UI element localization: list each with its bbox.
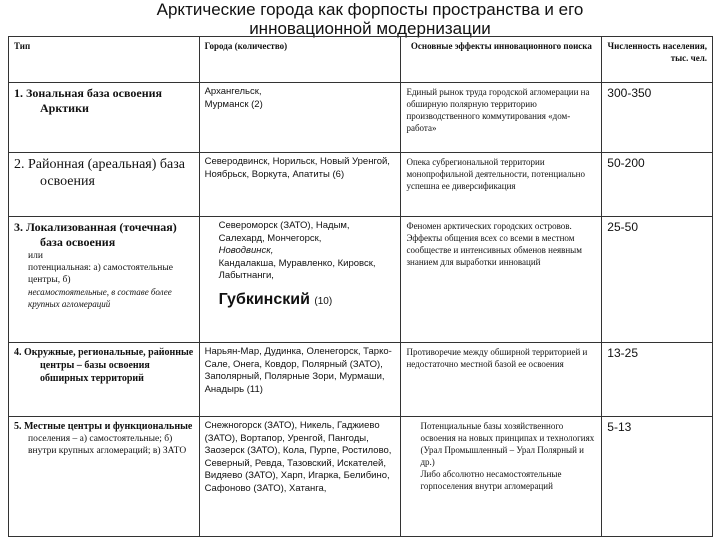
row1-type (9, 83, 200, 153)
row3-cities-italic: Новодвинск, (218, 245, 274, 256)
row3-type-note-italic: несамостоятельные, в составе более крупных агломераций (28, 287, 172, 309)
row4-type (9, 343, 200, 417)
row4-effects: Противоречие между обширной территорией и недостаточно местной базой ее освоения (401, 343, 602, 417)
header-type: Тип (9, 37, 200, 83)
page-title (80, 0, 660, 38)
row4-cities: Нарьян-Мар, Дудинка, Оленегорск, Тарко-Сале, Онега, Ковдор, Полярный (ЗАТО), Заполярный, Полярные Зори, Мурмаши, Анадырь (11) (199, 343, 401, 417)
row2-effects: Опека субрегиональной территории монопрофильной деятельности, потенциально успешна ее диверсификация (401, 153, 602, 217)
row3-cities-b: Кандалакша, Муравленко, Кировск, Лабытнанги, (218, 257, 376, 281)
row3-type-label: 3. Локализованная (точечная) база освоения (14, 220, 177, 249)
table-header-row (9, 37, 713, 83)
row2-population: 50-200 (602, 153, 713, 217)
row5-effects-b: Либо абсолютно несамостоятельные горпоселения внутри агломераций (420, 469, 562, 491)
row5-type-note: поселения – а) самостоятельные; б) внутри крупных агломераций; в) ЗАТО (28, 434, 187, 456)
row3-type (9, 217, 200, 343)
row3-type-or: или (28, 251, 43, 261)
row3-cities-big (205, 291, 396, 311)
row3-effects: Феномен арктических городских островов. Эффекты общения всех со всеми в местном сообществе и интенсивных обменов неявным знанием для выработки инноваций (401, 217, 602, 343)
row5-effects (401, 417, 602, 537)
row2-cities: Северодвинск, Норильск, Новый Уренгой, Ноябрьск, Воркута, Апатиты (6) (199, 153, 401, 217)
row3-cities-big-count: (10) (314, 295, 333, 307)
row1-cities (199, 83, 401, 153)
title-line-2: инновационной модернизации (249, 19, 491, 38)
row5-type-label: 5. Местные центры и функциональные (14, 421, 193, 432)
row5-type (9, 417, 200, 537)
table-row (9, 153, 713, 217)
header-effects: Основные эффекты инновационного поиска (401, 37, 602, 83)
row4-population: 13-25 (602, 343, 713, 417)
row1-population: 300-350 (602, 83, 713, 153)
row4-type-label: 4. Окружные, региональные, районные центры – базы освоения обширных территорий (14, 347, 194, 384)
row1-effects: Единый рынок труда городской агломерации на обширную полярную территорию производственного коммутирования «дом-работа» (401, 83, 602, 153)
row2-type-label: 2. Районная (ареальная) база освоения (14, 157, 185, 189)
row3-cities-a: Североморск (ЗАТО), Надым, Салехард, Мончегорск, (218, 220, 350, 244)
city-types-table (8, 36, 713, 537)
row5-population: 5-13 (602, 417, 713, 537)
header-cities: Города (количество) (199, 37, 401, 83)
row1-cities-b: Мурманск (2) (204, 98, 263, 110)
row3-cities-big-name: Губкинский (218, 290, 310, 308)
table-row (9, 343, 713, 417)
row5-cities: Снежногорск (ЗАТО), Никель, Гаджиево (ЗАТО), Вортапор, Уренгой, Пангоды, Заозерск (ЗАТО), Кола, Пурпе, Ростилово, Северный, Ревда, Тазовский, Искателей, Видяево (ЗАТО), Харп, Игарка, Белибино, Сафоново (ЗАТО), Хатанга, (199, 417, 401, 537)
row3-cities (199, 217, 401, 343)
row3-population: 25-50 (602, 217, 713, 343)
row2-type (9, 153, 200, 217)
title-line-1: Арктические города как форпосты пространства и его (156, 0, 584, 19)
row1-type-label: 1. Зональная база освоения Арктики (14, 86, 163, 115)
table-row (9, 217, 713, 343)
row3-type-note: потенциальная: а) самостоятельные центры, б) (28, 263, 173, 285)
row1-cities-a: Архангельск, (204, 86, 262, 97)
header-population: Численность населения, тыс. чел. (602, 37, 713, 83)
row5-effects-a: Потенциальные базы хозяйственного освоения на новых принципах и технологиях (Урал Промышленный – Урал Полярный и др.) (420, 421, 595, 467)
table-row (9, 417, 713, 537)
table-row (9, 83, 713, 153)
